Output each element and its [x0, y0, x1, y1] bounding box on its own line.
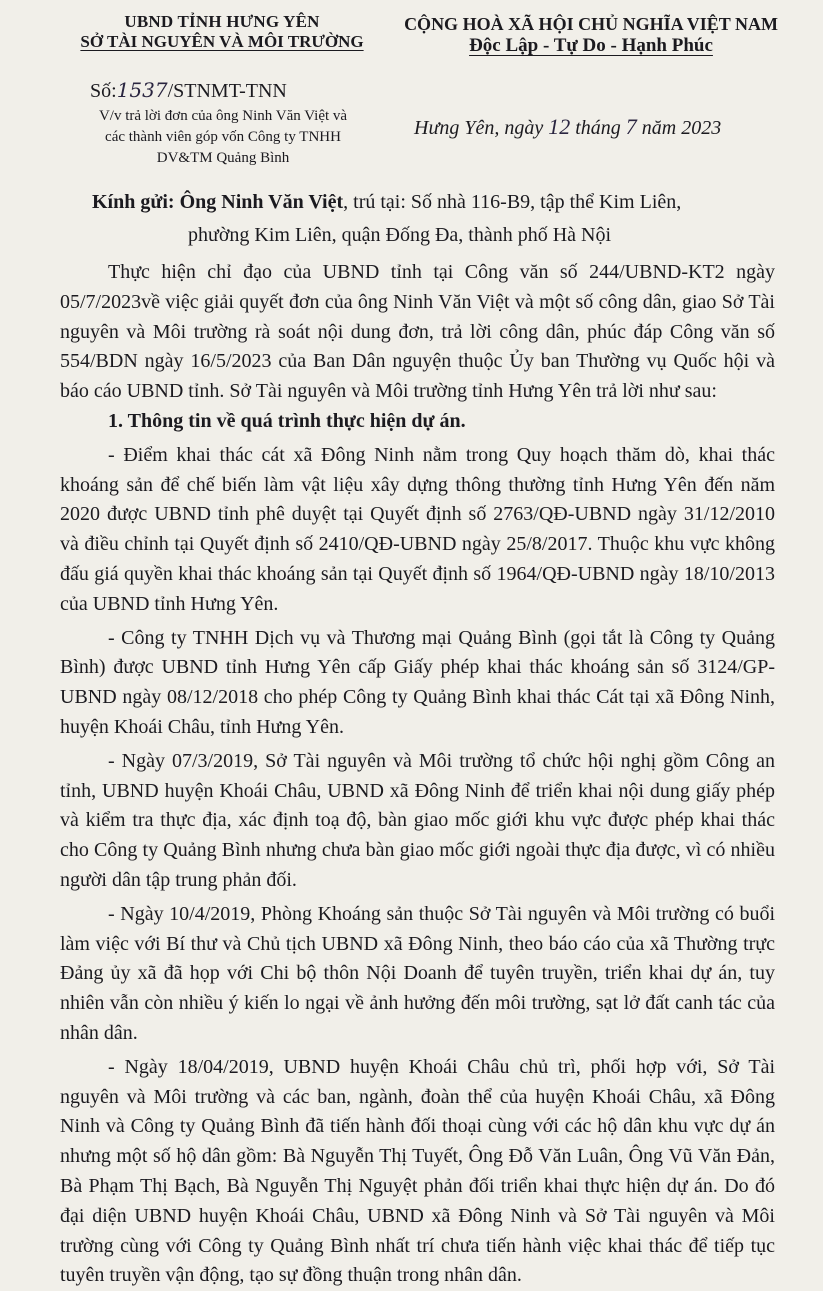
document-number-suffix: /STNMT-TNN — [167, 80, 287, 102]
agency-name-province: UBND TỈNH HƯNG YÊN — [124, 12, 320, 31]
recipient-label: Kính gửi: — [92, 191, 175, 213]
date-day: 12 — [548, 114, 571, 139]
subject-line: V/v trả lời đơn của ông Ninh Văn Việt và — [98, 108, 348, 124]
national-title: CỘNG HOÀ XÃ HỘI CHỦ NGHĨA VIỆT NAM — [404, 14, 778, 34]
document-number — [90, 78, 287, 103]
body-paragraph: - Ngày 18/04/2019, UBND huyện Khoái Châu chủ trì, phối hợp với, Sở Tài nguyên và Môi trường và các ban, ngành, đoàn thể của huyện Khoái Châu, xã Đông Ninh và Công ty Quảng Bình đã tiến hành đối thoại cùng với các hộ dân khu vực dự án nhưng một số hộ dân gồm: Bà Nguyễn Thị Tuyết, Ông Đỗ Văn Luân, Ông Vũ Văn Đản, Bà Phạm Thị Bạch, Bà Nguyễn Thị Nguyệt phản đối triển khai thực hiện dự án. Do đó đại diện UBND huyện Khoái Châu, UBND xã Đông Ninh và Sở Tài nguyên và Môi trường cùng với Công ty Quảng Bình nhất trí chưa tiến hành việc khai thác để tiếp tục tuyên truyền vận động, tạo sự đồng thuận trong nhân dân. — [60, 1055, 775, 1287]
document-number-prefix: Số: — [90, 80, 117, 102]
date-place: Hưng Yên, ngày — [414, 117, 544, 139]
place-and-date — [414, 114, 804, 140]
document-subject — [58, 106, 388, 169]
section-heading: 1. Thông tin về quá trình thực hiện dự án. — [108, 409, 466, 432]
document-number-handwritten: 1537 — [116, 78, 168, 102]
date-month-label: tháng — [575, 117, 621, 139]
recipient-name: Ông Ninh Văn Việt — [179, 191, 344, 213]
subject-line: DV&TM Quảng Bình — [156, 150, 290, 166]
body-paragraph: - Ngày 07/3/2019, Sở Tài nguyên và Môi trường tổ chức hội nghị gồm Công an tỉnh, UBND huyện Khoái Châu, UBND xã Đông Ninh để triển khai nội dung giấy phép và kiểm tra thực địa, xác định toạ độ, bàn giao mốc giới khu vực được phép khai thác cho Công ty Quảng Bình nhưng chưa bàn giao mốc giới ngoài thực địa được, vì có nhiều người dân tập trung phản đối. — [60, 749, 775, 891]
date-month: 7 — [625, 114, 637, 139]
recipient-address: , trú tại: Số nhà 116-B9, tập thể Kim Liên, — [343, 191, 682, 213]
recipient-line — [92, 186, 792, 219]
national-motto: Độc Lập - Tự Do - Hạnh Phúc — [469, 35, 713, 56]
body-paragraph: - Công ty TNHH Dịch vụ và Thương mại Quảng Bình (gọi tắt là Công ty Quảng Bình) được UBND tỉnh Hưng Yên cấp Giấy phép khai thác khoáng sản số 3124/GP-UBND ngày 08/12/2018 cho phép Công ty Quảng Bình khai thác Cát tại xã Đông Ninh, huyện Khoái Châu, tỉnh Hưng Yên. — [60, 626, 775, 738]
intro-paragraph: Thực hiện chỉ đạo của UBND tỉnh tại Công văn số 244/UBND-KT2 ngày 05/7/2023về việc giải quyết đơn của ông Ninh Văn Việt và một số công dân, giao Sở Tài nguyên và Môi trường rà soát nội dung đơn, trả lời công dân, phúc đáp Công văn số 554/BDN ngày 16/5/2023 của Ban Dân nguyện thuộc Ủy ban Thường vụ Quốc hội và báo cáo UBND tỉnh. Sở Tài nguyên và Môi trường tỉnh Hưng Yên trả lời như sau: — [60, 261, 775, 403]
subject-line: các thành viên góp vốn Công ty TNHH — [105, 129, 341, 145]
recipient-address-line2: phường Kim Liên, quận Đống Đa, thành phố Hà Nội — [188, 224, 612, 246]
document-body — [60, 258, 775, 1291]
national-header — [386, 14, 796, 57]
date-year: năm 2023 — [641, 117, 722, 139]
body-paragraph: - Ngày 10/4/2019, Phòng Khoáng sản thuộc Sở Tài nguyên và Môi trường có buổi làm việc với Bí thư và Chủ tịch UBND xã Đông Ninh, theo báo cáo của xã Thường trực Đảng ủy xã đã họp với Chi bộ thôn Nội Doanh để tuyên truyền, triển khai dự án, tuy nhiên vẫn còn nhiều ý kiến lo ngại về ảnh hưởng đến môi trường, sạt lở đất canh tác của nhân dân. — [60, 902, 775, 1044]
recipient-block — [92, 186, 792, 252]
body-paragraph: - Điểm khai thác cát xã Đông Ninh nằm trong Quy hoạch thăm dò, khai thác khoáng sản để chế biến làm vật liệu xây dựng thông thường tỉnh Hưng Yên đến năm 2020 được UBND tỉnh phê duyệt tại Quyết định số 2763/QĐ-UBND ngày 31/12/2010 và điều chỉnh tại Quyết định số 2410/QĐ-UBND ngày 25/8/2017. Thuộc khu vực không đấu giá quyền khai thác khoáng sản tại Quyết định số 1964/QĐ-UBND ngày 18/10/2013 của UBND tỉnh Hưng Yên. — [60, 443, 775, 615]
agency-header — [52, 12, 392, 52]
agency-name-department: SỞ TÀI NGUYÊN VÀ MÔI TRƯỜNG — [80, 32, 364, 51]
